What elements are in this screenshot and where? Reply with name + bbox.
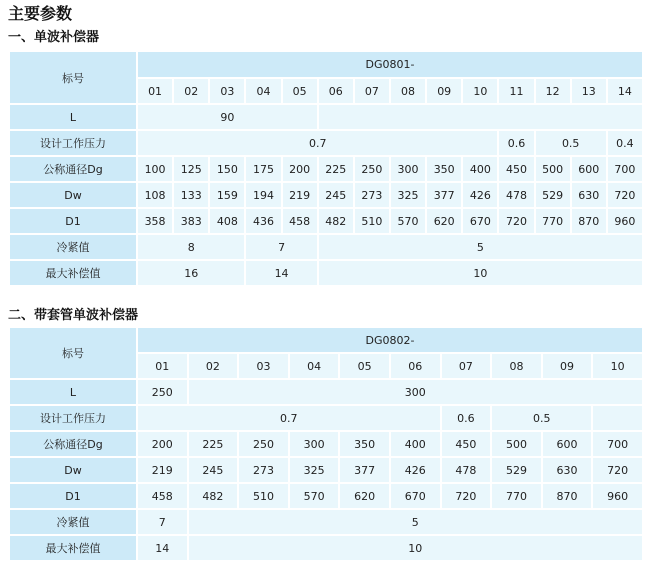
section1-value-cell: 720	[499, 209, 533, 233]
section2-table-row	[10, 380, 642, 404]
section1-value-cell: 200	[283, 157, 317, 181]
section2-model-header: DG0802-	[138, 328, 642, 352]
section1-value-cell: 383	[174, 209, 208, 233]
section1-value-cell: 194	[246, 183, 280, 207]
section2-value-cell: 250	[239, 432, 288, 456]
section2-value-cell: 570	[290, 484, 339, 508]
section1-value-cell: 225	[319, 157, 353, 181]
section2-value-cell: 482	[189, 484, 238, 508]
section1-value-cell: 408	[210, 209, 244, 233]
section2-number-cell: 03	[239, 354, 288, 378]
section1-number-cell: 14	[608, 79, 642, 103]
section1-value-cell: 150	[210, 157, 244, 181]
section1-value-cell: 5	[319, 235, 642, 259]
section2-value-cell: 400	[391, 432, 440, 456]
section1-table-row	[10, 261, 642, 285]
section1-value-cell: 350	[427, 157, 461, 181]
section1-value-cell: 529	[536, 183, 570, 207]
section2-value-cell: 225	[189, 432, 238, 456]
section1-value-cell: 16	[138, 261, 244, 285]
section1-number-cell: 11	[499, 79, 533, 103]
section1-table	[8, 50, 644, 287]
section2-value-cell	[593, 406, 642, 430]
section2-value-cell: 250	[138, 380, 187, 404]
section2-value-cell: 670	[391, 484, 440, 508]
section1-value-cell: 0.4	[608, 131, 642, 155]
section1-value-cell: 450	[499, 157, 533, 181]
section2-value-cell: 0.6	[442, 406, 491, 430]
section2-row-label: 冷紧值	[10, 510, 136, 534]
section1-value-cell: 670	[463, 209, 497, 233]
section1-number-cell: 08	[391, 79, 425, 103]
section2-value-cell: 720	[442, 484, 491, 508]
section2-value-cell: 500	[492, 432, 541, 456]
section1-row-label: 最大补偿值	[10, 261, 136, 285]
section1-value-cell: 630	[572, 183, 606, 207]
section2-number-cell: 07	[442, 354, 491, 378]
section2-value-cell: 325	[290, 458, 339, 482]
section1-value-cell: 100	[138, 157, 172, 181]
section1-value-cell: 245	[319, 183, 353, 207]
section1-value-cell: 7	[246, 235, 316, 259]
section2-label-header: 标号	[10, 328, 136, 378]
section2-value-cell: 5	[189, 510, 642, 534]
section1-value-cell: 0.6	[499, 131, 533, 155]
section1-value-cell: 600	[572, 157, 606, 181]
section1-value-cell: 0.5	[536, 131, 606, 155]
section1-value-cell: 400	[463, 157, 497, 181]
section1-number-cell: 01	[138, 79, 172, 103]
section2-value-cell: 458	[138, 484, 187, 508]
section1-value-cell: 478	[499, 183, 533, 207]
section2-value-cell: 426	[391, 458, 440, 482]
section2-value-cell: 720	[593, 458, 642, 482]
section1-value-cell: 175	[246, 157, 280, 181]
section1-row-label: 公称通径Dg	[10, 157, 136, 181]
section1-value-cell: 90	[138, 105, 317, 129]
section2-value-cell: 10	[189, 536, 642, 560]
section2-value-cell: 510	[239, 484, 288, 508]
section1-number-cell: 13	[572, 79, 606, 103]
section2-value-cell: 350	[340, 432, 389, 456]
section1-heading: 一、单波补偿器	[8, 30, 100, 45]
section2-value-cell: 219	[138, 458, 187, 482]
section1-value-cell: 377	[427, 183, 461, 207]
section2-value-cell: 620	[340, 484, 389, 508]
section2-value-cell: 960	[593, 484, 642, 508]
section2-value-cell: 14	[138, 536, 187, 560]
section1-number-cell: 02	[174, 79, 208, 103]
section1-row-label: L	[10, 105, 136, 129]
section1-value-cell: 770	[536, 209, 570, 233]
section2-number-cell: 01	[138, 354, 187, 378]
section1-value-cell: 300	[391, 157, 425, 181]
section1-value-cell: 720	[608, 183, 642, 207]
section1-value-cell: 500	[536, 157, 570, 181]
section1-header-row	[10, 52, 642, 77]
section2-value-cell: 273	[239, 458, 288, 482]
section2-table-row	[10, 484, 642, 508]
section1-table-row	[10, 157, 642, 181]
section2-value-cell: 200	[138, 432, 187, 456]
section2-value-cell: 300	[189, 380, 642, 404]
section1-number-cell: 12	[536, 79, 570, 103]
section2-row-label: D1	[10, 484, 136, 508]
section2-value-cell: 600	[543, 432, 592, 456]
section2-table-row	[10, 510, 642, 534]
section1-row-label: Dw	[10, 183, 136, 207]
section1-value-cell: 436	[246, 209, 280, 233]
section1-table-row	[10, 235, 642, 259]
section1-number-cell: 10	[463, 79, 497, 103]
section2-heading: 二、带套管单波补偿器	[8, 308, 139, 323]
section1-value-cell: 108	[138, 183, 172, 207]
section1-table-row	[10, 183, 642, 207]
section2-header-row	[10, 328, 642, 352]
page-title: 主要参数	[8, 4, 73, 23]
section2-number-cell: 09	[543, 354, 592, 378]
section1-value-cell: 8	[138, 235, 244, 259]
section2-value-cell: 245	[189, 458, 238, 482]
section2-value-cell: 478	[442, 458, 491, 482]
section2-value-cell: 870	[543, 484, 592, 508]
section1-number-cell: 07	[355, 79, 389, 103]
section2-value-cell: 700	[593, 432, 642, 456]
section2-row-label: 公称通径Dg	[10, 432, 136, 456]
section1-value-cell: 358	[138, 209, 172, 233]
section1-value-cell: 159	[210, 183, 244, 207]
section2-row-label: 最大补偿值	[10, 536, 136, 560]
section2-value-cell: 0.7	[138, 406, 440, 430]
section1-value-cell: 570	[391, 209, 425, 233]
section2-number-cell: 02	[189, 354, 238, 378]
section1-table-row	[10, 131, 642, 155]
section1-row-label: 设计工作压力	[10, 131, 136, 155]
section2-table-row	[10, 536, 642, 560]
section2-number-cell: 08	[492, 354, 541, 378]
section1-row-label: 冷紧值	[10, 235, 136, 259]
section1-number-cell: 06	[319, 79, 353, 103]
section1-value-cell: 870	[572, 209, 606, 233]
section1-table-row	[10, 209, 642, 233]
section1-number-cell: 03	[210, 79, 244, 103]
section1-value-cell: 133	[174, 183, 208, 207]
section1-value-cell: 482	[319, 209, 353, 233]
section2-table-row	[10, 458, 642, 482]
section2-table	[8, 326, 644, 562]
section2-number-cell: 06	[391, 354, 440, 378]
section1-number-cell: 04	[246, 79, 280, 103]
section1-value-cell: 325	[391, 183, 425, 207]
section2-table-row	[10, 406, 642, 430]
section1-value-cell	[319, 105, 642, 129]
section2-row-label: L	[10, 380, 136, 404]
section1-row-label: D1	[10, 209, 136, 233]
section2-value-cell: 7	[138, 510, 187, 534]
section2-table-row	[10, 432, 642, 456]
section1-value-cell: 426	[463, 183, 497, 207]
section2-value-cell: 300	[290, 432, 339, 456]
section1-value-cell: 125	[174, 157, 208, 181]
section2-number-cell: 10	[593, 354, 642, 378]
section2-row-label: 设计工作压力	[10, 406, 136, 430]
section1-table-row	[10, 105, 642, 129]
section1-value-cell: 510	[355, 209, 389, 233]
section2-value-cell: 529	[492, 458, 541, 482]
section1-value-cell: 458	[283, 209, 317, 233]
section1-value-cell: 960	[608, 209, 642, 233]
section1-model-header: DG0801-	[138, 52, 642, 77]
section2-number-cell: 05	[340, 354, 389, 378]
section1-value-cell: 0.7	[138, 131, 497, 155]
section2-row-label: Dw	[10, 458, 136, 482]
section1-value-cell: 273	[355, 183, 389, 207]
section2-value-cell: 630	[543, 458, 592, 482]
section1-label-header: 标号	[10, 52, 136, 103]
section1-value-cell: 10	[319, 261, 642, 285]
section2-value-cell: 450	[442, 432, 491, 456]
section1-number-cell: 05	[283, 79, 317, 103]
section1-number-cell: 09	[427, 79, 461, 103]
section1-value-cell: 219	[283, 183, 317, 207]
section1-value-cell: 14	[246, 261, 316, 285]
section1-value-cell: 700	[608, 157, 642, 181]
section2-value-cell: 0.5	[492, 406, 591, 430]
section2-value-cell: 770	[492, 484, 541, 508]
section1-value-cell: 250	[355, 157, 389, 181]
section1-value-cell: 620	[427, 209, 461, 233]
section2-value-cell: 377	[340, 458, 389, 482]
section2-number-cell: 04	[290, 354, 339, 378]
